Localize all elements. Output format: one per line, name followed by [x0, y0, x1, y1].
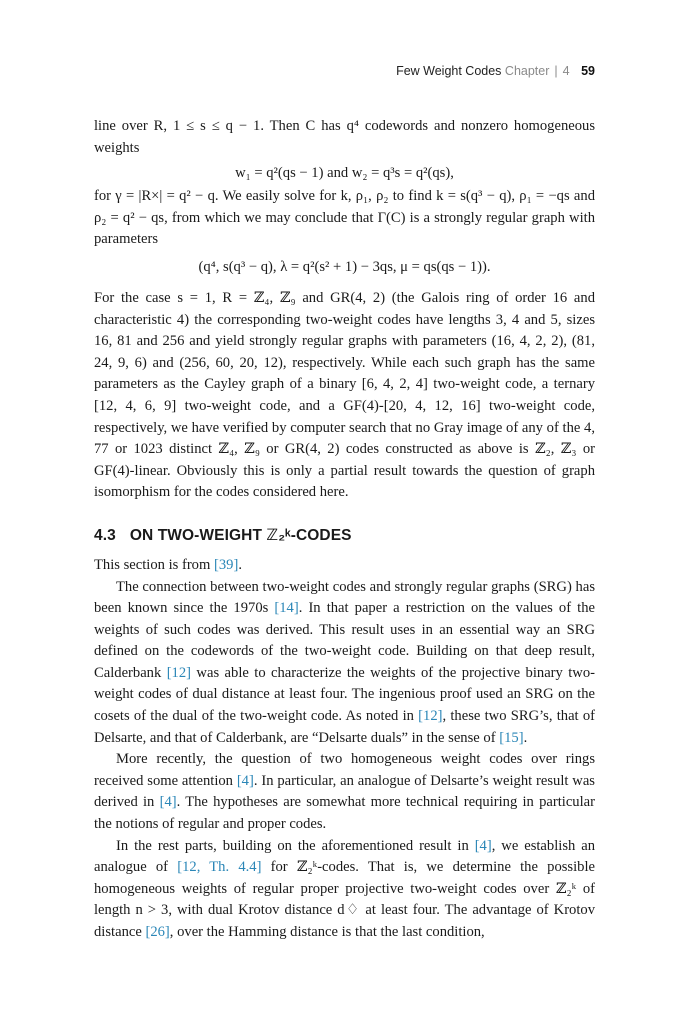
citation-link[interactable]: [39] [213, 556, 239, 573]
page-number: 59 [581, 64, 595, 78]
text-run: . In particular, an analogue of Delsarte’s weight result was derived in [94, 772, 595, 811]
section-heading [94, 526, 595, 545]
header-separator: | [554, 64, 558, 78]
citation-link[interactable]: [12, Th. 4.4] [177, 859, 262, 876]
source-text: This section is from [94, 556, 214, 573]
citation-link[interactable]: [4] [236, 772, 254, 789]
equation-srg-parameters: (q⁴, s(q³ − q), λ = q²(s² + 1) − 3qs, μ = qs(qs − 1)). [198, 258, 491, 275]
source-end: . [238, 556, 242, 573]
text-run: . The hypotheses are somewhat more technical requiring in particular the notions of regular and proper codes. [94, 794, 595, 833]
text-run: In the rest parts, building on the aforementioned result in [116, 837, 475, 854]
paragraph-parameters: for γ = |R×| = q² − q. We easily solve for k, ρ₁, ρ₂ to find k = s(q³ − q), ρ₁ = −qs and ρ₂ = q² − qs, from which we may conclude that Γ(C) is a strongly regular graph with parameters [94, 188, 595, 248]
citation-link[interactable]: [26] [145, 924, 170, 940]
header-book-title: Few Weight Codes [396, 64, 502, 78]
text-run: , we establish an analogue of [94, 837, 595, 876]
text-run: More recently, the question of two homogeneous weight codes over rings received some attention [94, 751, 595, 789]
text-run: , over the Hamming distance is that the last condition, [169, 924, 485, 940]
text-run: The connection between two-weight codes and strongly regular graphs (SRG) has been known since the 1970s [94, 578, 595, 617]
citation-link[interactable]: [4] [474, 837, 492, 854]
text-run: . [523, 729, 528, 746]
text-run: for ℤ₂ᵏ-codes. That is, we determine the possible homogeneous weights of regular proper projective two-weight codes over ℤ₂ᵏ of length n > 3, with dual Krotov distance d♢ at least four. The advantage of Krotov distance [94, 859, 595, 940]
paragraph-connection [94, 577, 595, 750]
citation-link[interactable]: [4] [159, 794, 177, 811]
citation-link[interactable]: [12] [418, 708, 443, 725]
header-chapter-label: Chapter [504, 64, 550, 78]
section-number: 4.3 [94, 526, 116, 544]
header-chapter-number: 4 [562, 64, 570, 78]
paragraph-special-case: For the case s = 1, R = ℤ₄, ℤ₉ and GR(4, 2) (the Galois ring of order 16 and characteristic 4) the corresponding two-weight codes have lengths 3, 4 and 5, sizes 16, 81 and 256 and yield strongly regular graphs with parameters (16, 4, 2, 2), (81, 24, 9, 6) and (256, 60, 20, 12), respectively. While each such graph has the same parameters as the Cayley graph of a binary [6, 4, 2, 4] two-weight code, a ternary [12, 4, 6, 9] two-weight code, and a GF(4)-[20, 4, 12, 16] two-weight code, respectively, we have verified by computer search that no Gray image of any of the 4, 77 or 1023 distinct ℤ₄, ℤ₉ or GR(4, 2) codes constructed as above is ℤ₂, ℤ₃ or GF(4)-linear. Obviously this is only a partial result towards the question of graph isomorphism for the codes considered here. [94, 289, 595, 501]
text-run: . In that paper a restriction on the values of the weights of such codes was derived. This result uses in an essential way an SRG defined on the codewords of the two-weight code. Building on that deep result, Calderbank [94, 600, 595, 681]
running-header [396, 64, 595, 78]
paragraph-weights: line over R, 1 ≤ s ≤ q − 1. Then C has q⁴ codewords and nonzero homogeneous weights [94, 118, 595, 156]
section-title: ON TWO-WEIGHT ℤ₂ᵏ-CODES [129, 526, 352, 544]
citation-link[interactable]: [12] [166, 664, 192, 681]
citation-link[interactable]: [14] [274, 600, 299, 617]
text-run: was able to characterize the weights of the projective binary two-weight codes of dual distance at least four. The ingenious proof used an SRG on the cosets of the dual of the two-weight code. As noted in [94, 664, 595, 725]
paragraph-rest [94, 836, 595, 944]
equation-weights: w₁ = q²(qs − 1) and w₂ = q³s = q²(qs), [235, 165, 454, 182]
paragraph-source [94, 555, 595, 577]
paragraph-recent [94, 749, 595, 835]
citation-link[interactable]: [15] [499, 729, 524, 746]
text-run: , these two SRG’s, that of Delsarte, and that of Calderbank, are “Delsarte duals” in the sense of [94, 708, 595, 746]
